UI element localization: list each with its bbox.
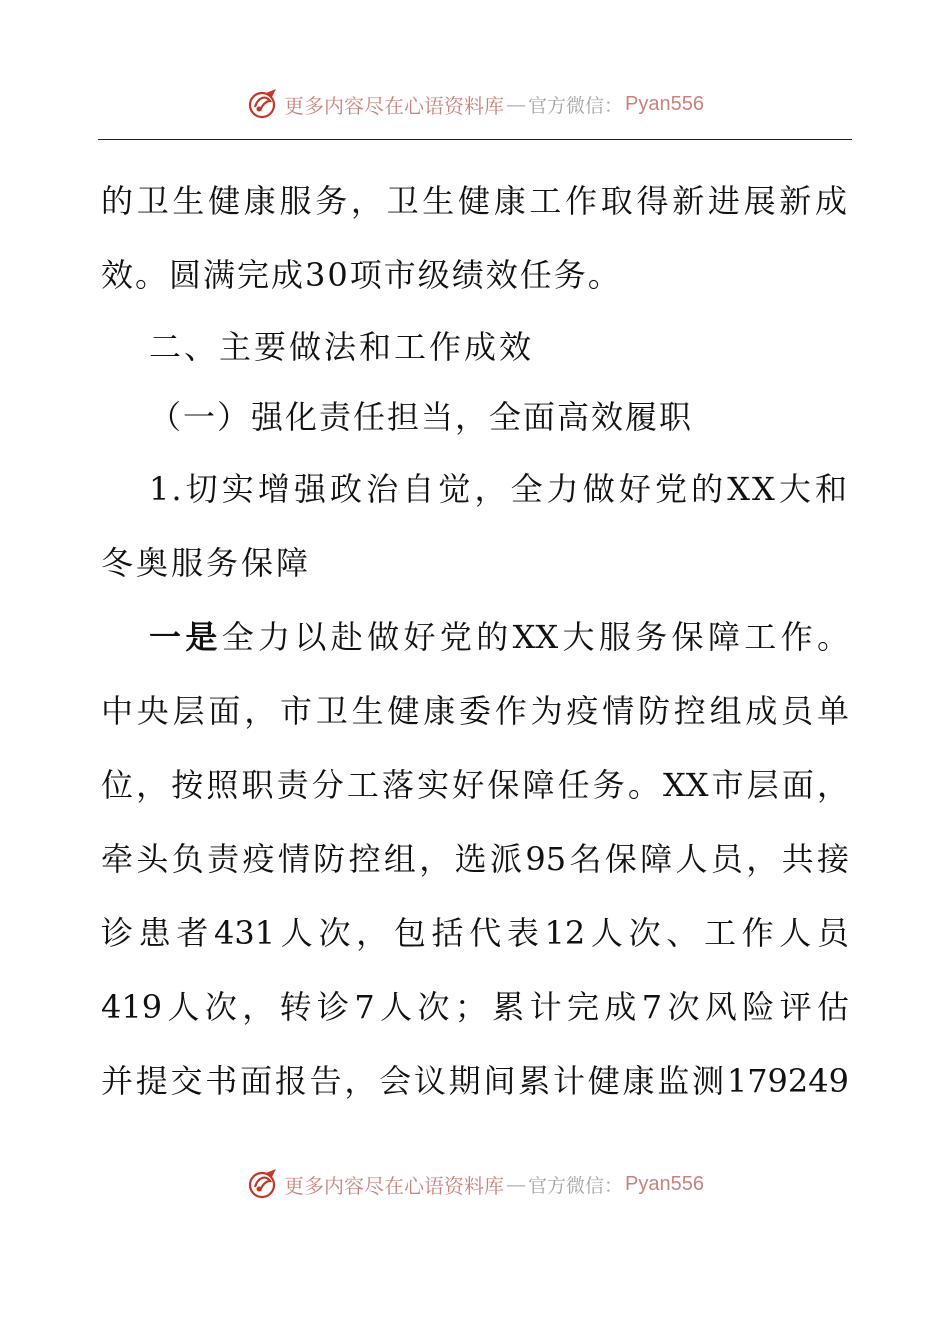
watermark-wechat-id: Pyan556 <box>625 1172 704 1195</box>
body-line-9: 位，按照职责分工落实好保障任务。XX市层面， <box>101 766 849 804</box>
body-line-8: 中央层面，市卫生健康委作为疫情防控组成员单 <box>101 692 849 730</box>
footer-watermark <box>0 1162 950 1206</box>
subsection-heading: （一）强化责任担当，全面高效履职 <box>149 398 694 436</box>
header-rule <box>98 139 852 140</box>
paragraph-lead-rest: 全力以赴做好党的XX大服务保障工作。 <box>221 618 849 656</box>
watermark-separator: — <box>506 92 526 116</box>
item-heading-line-1: 1.切实增强政治自觉，全力做好党的XX大和 <box>149 470 849 508</box>
watermark-separator: — <box>506 1172 526 1196</box>
watermark-wechat-id: Pyan556 <box>625 92 704 115</box>
body-line-1: 的卫生健康服务，卫生健康工作取得新进展新成 <box>101 182 849 220</box>
quill-swirl-logo-icon <box>246 1167 280 1201</box>
watermark-text: 更多内容尽在心语资料库 <box>284 1173 504 1198</box>
watermark-wechat-label: 官方微信： <box>528 1174 624 1197</box>
document-body <box>101 164 849 1118</box>
watermark-wechat-label: 官方微信： <box>528 94 624 117</box>
quill-swirl-logo-icon <box>246 87 280 121</box>
body-line-11: 诊患者431人次，包括代表12人次、工作人员 <box>101 914 849 952</box>
body-line-10: 牵头负责疫情防控组，选派95名保障人员，共接 <box>101 840 849 878</box>
item-heading-line-2: 冬奥服务保障 <box>101 544 312 582</box>
section-heading: 二、主要做法和工作成效 <box>149 328 535 366</box>
paragraph-lead-line <box>101 600 849 674</box>
body-line-12: 419人次，转诊7人次；累计完成7次风险评估 <box>101 988 849 1026</box>
watermark-text: 更多内容尽在心语资料库 <box>284 93 504 118</box>
header-watermark <box>0 82 950 126</box>
body-line-13: 并提交书面报告，会议期间累计健康监测179249 <box>101 1062 849 1100</box>
body-line-2: 效。圆满完成30项市级绩效任务。 <box>101 256 622 294</box>
paragraph-lead-bold: 一是 <box>149 618 222 656</box>
